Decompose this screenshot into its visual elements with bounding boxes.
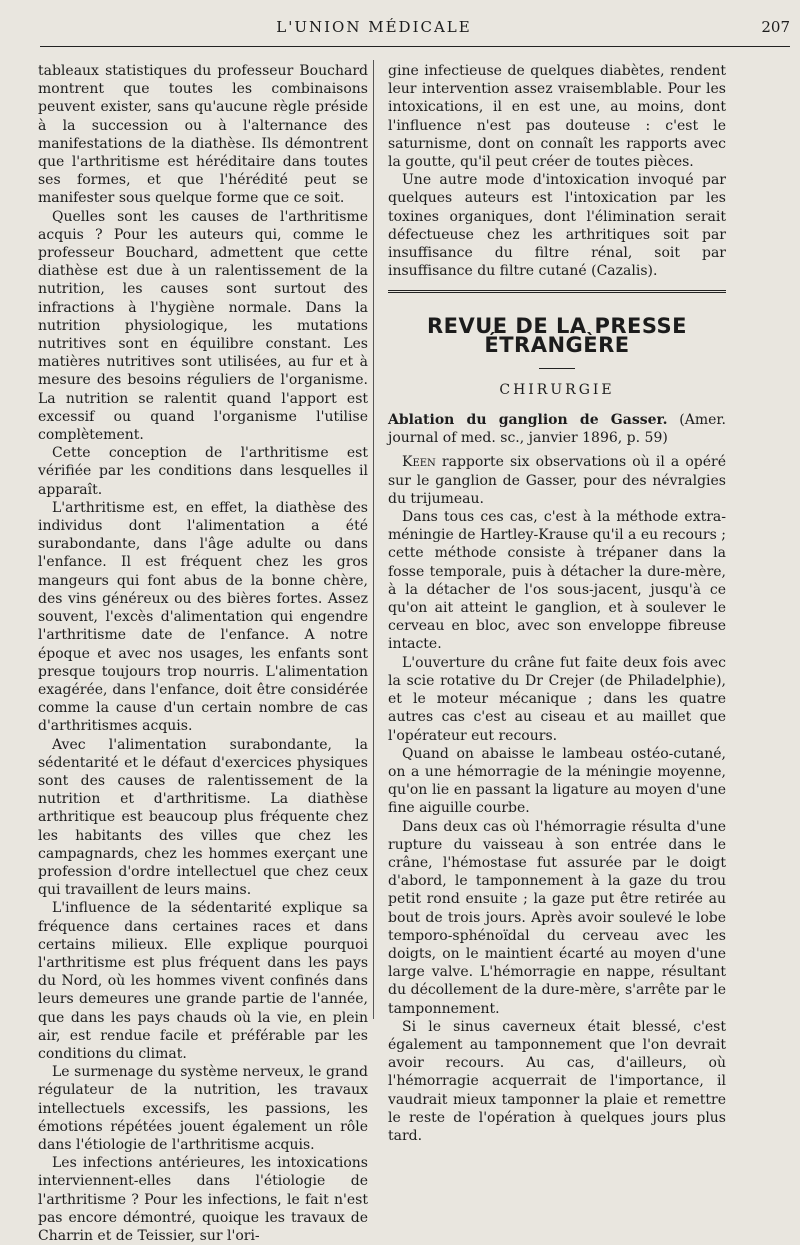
section-short-rule	[539, 368, 575, 369]
journal-title: L'UNION MÉDICALE	[276, 18, 472, 36]
header-rule	[40, 46, 790, 47]
left-column	[38, 62, 368, 1245]
paragraph: tableaux statistiques du professeur Bouchard montrent que toutes les combinaisons peuvent exister, sans qu'aucune règle préside à la succession ou à l'alternance des manifestations de la diathèse. Ils démontrent que l'arthritisme est héréditaire dans toutes ses formes, et que l'hérédité peut se manifester sous quelque forme que ce soit.	[38, 63, 368, 207]
running-header	[36, 18, 790, 44]
paragraph	[388, 453, 726, 508]
paragraph: Une autre mode d'intoxication invoqué par quelques auteurs est l'intoxication par les toxines organiques, dont l'élimination serait défectueuse chez les arthritiques soit par insuffisance du filtre rénal, soit par insuffisance du filtre cutané (Cazalis).	[388, 172, 726, 280]
paragraph: Cette conception de l'arthritisme est vérifiée par les conditions dans lesquelles il apparaît.	[38, 445, 368, 498]
page-number: 207	[761, 18, 790, 36]
section-title: REVUE DE LA PRESSE ÉTRANGÈRE	[426, 314, 688, 357]
paragraph: Quelles sont les causes de l'arthritisme acquis ? Pour les auteurs qui, comme le professeur Bouchard, admettent que cette diathèse est due à un ralentissement de la nutrition, les causes sont surtout des infractions à l'hygiène normale. Dans la nutrition physiologique, les mutations nutritives sont en équilibre constant. Les matières nutritives sont utilisées, au fur et à mesure des besoins réguliers de l'organisme. La nutrition se ralentit quand l'apport est excessif ou quand l'organisme l'utilise complètement.	[38, 208, 368, 444]
paragraph: Dans deux cas où l'hémorragie résulta d'une rupture du vaisseau à son entrée dans le crâne, l'hémostase fut assurée par le doigt d'abord, le tamponnement à la gaze du trou petit rond ensuite ; la gaze put être retirée au bout de trois jours. Après avoir soulevé le lobe temporo-sphénoïdal du cerveau avec les doigts, on le maintient écarté au moyen d'une large valve. L'hémorragie en nappe, résultant du décollement de la dure-mère, s'arrête par le tamponnement.	[388, 818, 726, 1017]
paragraph: Si le sinus caverneux était blessé, c'est également au tamponnement que l'on devrait avoir recours. Au cas, d'ailleurs, où l'hémorragie acquerrait de l'importance, il vaudrait mieux tamponner la plaie et remettre le reste de l'opération à quelques jours plus tard.	[388, 1018, 726, 1144]
column-divider	[373, 60, 374, 1019]
paragraph: Avec l'alimentation surabondante, la sédentarité et le défaut d'exercices physiques sont des causes de ralentissement de la nutrition et d'arthritisme. La diathèse arthritique est beaucoup plus fréquente chez les habitants des villes que chez les campagnards, chez les hommes exerçant une profession d'ordre intellectuel que chez ceux qui travaillent de leurs mains.	[38, 736, 368, 899]
right-column	[388, 62, 726, 1145]
paragraph: L'influence de la sédentarité explique sa fréquence dans certaines races et dans certains milieux. Elle explique pourquoi l'arthritisme est plus fréquent dans les pays du Nord, où les hommes vivent confinés dans leurs demeures une grande partie de l'année, que dans les pays chauds où la vie, en plein air, est rendue facile et préférable par les conditions du climat.	[38, 900, 368, 1062]
article-source: (Amer. journal of med. sc., janvier 1896, p. 59)	[388, 412, 726, 447]
article-heading	[388, 411, 726, 447]
section-subtitle: CHIRURGIE	[499, 381, 615, 398]
paragraph: Les infections antérieures, les intoxications interviennent-elles dans l'étiologie de l'arthritisme ? Pour les infections, le fait n'est pas encore démontré, quoique les travaux de Charrin et de Teissier, sur l'ori-	[38, 1155, 368, 1244]
paragraph: Dans tous ces cas, c'est à la méthode extra-méningie de Hartley-Krause qu'il a eu recours ; cette méthode consiste à trépaner dans la fosse temporale, puis à détacher la dure-mère, à la détacher de l'os sous-jacent, jusqu'à ce qu'on ait atteint le ganglion, et à soulever le cerveau en bloc, avec son enveloppe fibreuse intacte.	[388, 509, 726, 653]
article-title: Ablation du ganglion de Gasser.	[388, 412, 668, 429]
paragraph: gine infectieuse de quelques diabètes, rendent leur intervention assez vraisemblable. Pour les intoxications, il en est une, au moins, dont l'influence n'est pas douteuse : c'est le saturnisme, dont on connaît les rapports avec la goutte, qu'il peut créer de toutes pièces.	[388, 63, 726, 171]
paragraph: Le surmenage du système nerveux, le grand régulateur de la nutrition, les travaux intellectuels excessifs, les passions, les émotions répétées jouent également un rôle dans l'étiologie de l'arthritisme acquis.	[38, 1064, 368, 1153]
article-author: Keen	[402, 454, 436, 471]
paragraph: L'ouverture du crâne fut faite deux fois avec la scie rotative du Dr Crejer (de Philadelphie), et le moteur mécanique ; dans les quatre autres cas c'est au ciseau et au maillet que l'opérateur eut recours.	[388, 654, 726, 744]
paragraph-text: rapporte six observations où il a opéré sur le ganglion de Gasser, pour des névralgies du trijumeau.	[388, 454, 726, 507]
paragraph: L'arthritisme est, en effet, la diathèse des individus dont l'alimentation a été surabondante, dans l'âge adulte ou dans l'enfance. Il est fréquent chez les gros mangeurs qui font abus de la bonne chère, des vins généreux ou des bières fortes. Assez souvent, l'excès d'alimentation qui engendre l'arthritisme date de l'enfance. A notre époque et avec nos usages, les enfants sont presque toujours trop nourris. L'alimentation exagérée, dans l'enfance, doit être considérée comme la cause d'un certain nombre de cas d'arthritismes acquis.	[38, 499, 368, 735]
section-double-rule	[388, 290, 726, 293]
paragraph: Quand on abaisse le lambeau ostéo-cutané, on a une hémorragie de la méningie moyenne, qu'on lie en passant la ligature au moyen d'une fine aiguille courbe.	[388, 745, 726, 817]
